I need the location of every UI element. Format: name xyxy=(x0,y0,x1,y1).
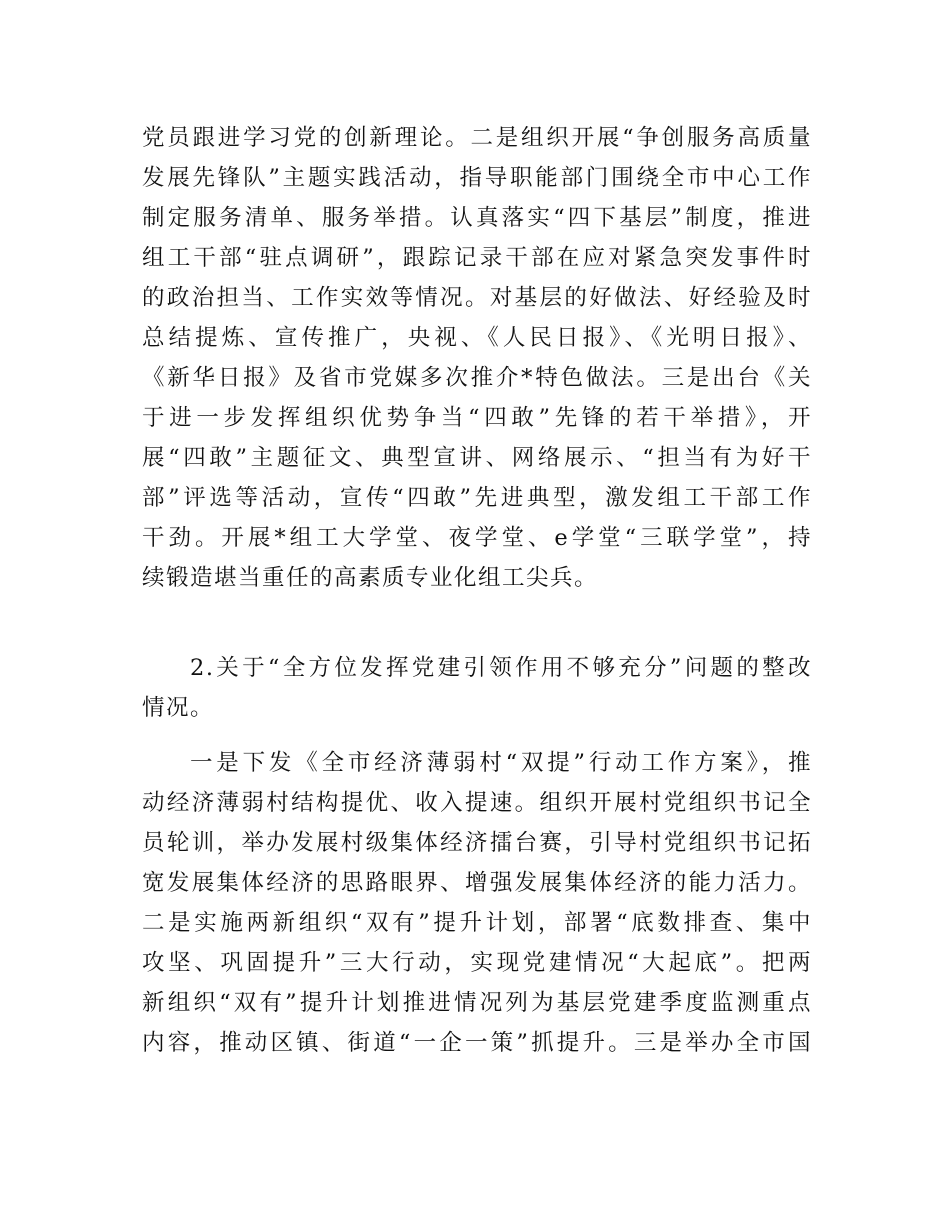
text-line: 于进一步发挥组织优势争当“四敢”先锋的若干举措》，开 xyxy=(142,405,812,431)
text-line: 总结提炼、宣传推广，央视、《人民日报》、《光明日报》、 xyxy=(142,325,812,351)
paragraph-body xyxy=(142,743,812,1063)
text-line: 员轮训，举办发展村级集体经济擂台赛，引导村党组织书记拓 xyxy=(142,830,812,856)
text-line: 动经济薄弱村结构提优、收入提速。组织开展村党组织书记全 xyxy=(142,790,812,816)
text-line: 的政治担当、工作实效等情况。对基层的好做法、好经验及时 xyxy=(142,285,812,311)
section-heading xyxy=(142,648,812,728)
text-line: 发展先锋队”主题实践活动，指导职能部门围绕全市中心工作 xyxy=(142,165,812,191)
heading-line: 2.关于“全方位发挥党建引领作用不够充分”问题的整改 xyxy=(190,655,812,681)
heading-line: 情况。 xyxy=(142,695,215,721)
text-line: 干劲。开展*组工大学堂、夜学堂、e学堂“三联学堂”，持 xyxy=(142,525,812,551)
text-line: 展“四敢”主题征文、典型宣讲、网络展示、“担当有为好干 xyxy=(142,445,812,471)
text-line: 一是下发《全市经济薄弱村“双提”行动工作方案》，推 xyxy=(190,750,812,776)
text-line: 二是实施两新组织“双有”提升计划，部署“底数排查、集中 xyxy=(142,910,812,936)
text-line: 制定服务清单、服务举措。认真落实“四下基层”制度，推进 xyxy=(142,205,812,231)
text-line: 党员跟进学习党的创新理论。二是组织开展“争创服务高质量 xyxy=(142,125,812,151)
text-line: 新组织“双有”提升计划推进情况列为基层党建季度监测重点 xyxy=(142,990,812,1016)
paragraph-continuation xyxy=(142,118,812,598)
text-line: 续锻造堪当重任的高素质专业化组工尖兵。 xyxy=(142,565,599,591)
text-line: 攻坚、巩固提升”三大行动，实现党建情况“大起底”。把两 xyxy=(142,950,812,976)
text-line: 部”评选等活动，宣传“四敢”先进典型，激发组工干部工作 xyxy=(142,485,812,511)
text-line: 《新华日报》及省市党媒多次推介*特色做法。三是出台《关 xyxy=(142,365,812,391)
text-line: 宽发展集体经济的思路眼界、增强发展集体经济的能力活力。 xyxy=(142,870,812,896)
text-line: 内容，推动区镇、街道“一企一策”抓提升。三是举办全市国 xyxy=(142,1030,812,1056)
text-line: 组工干部“驻点调研”，跟踪记录干部在应对紧急突发事件时 xyxy=(142,245,812,271)
